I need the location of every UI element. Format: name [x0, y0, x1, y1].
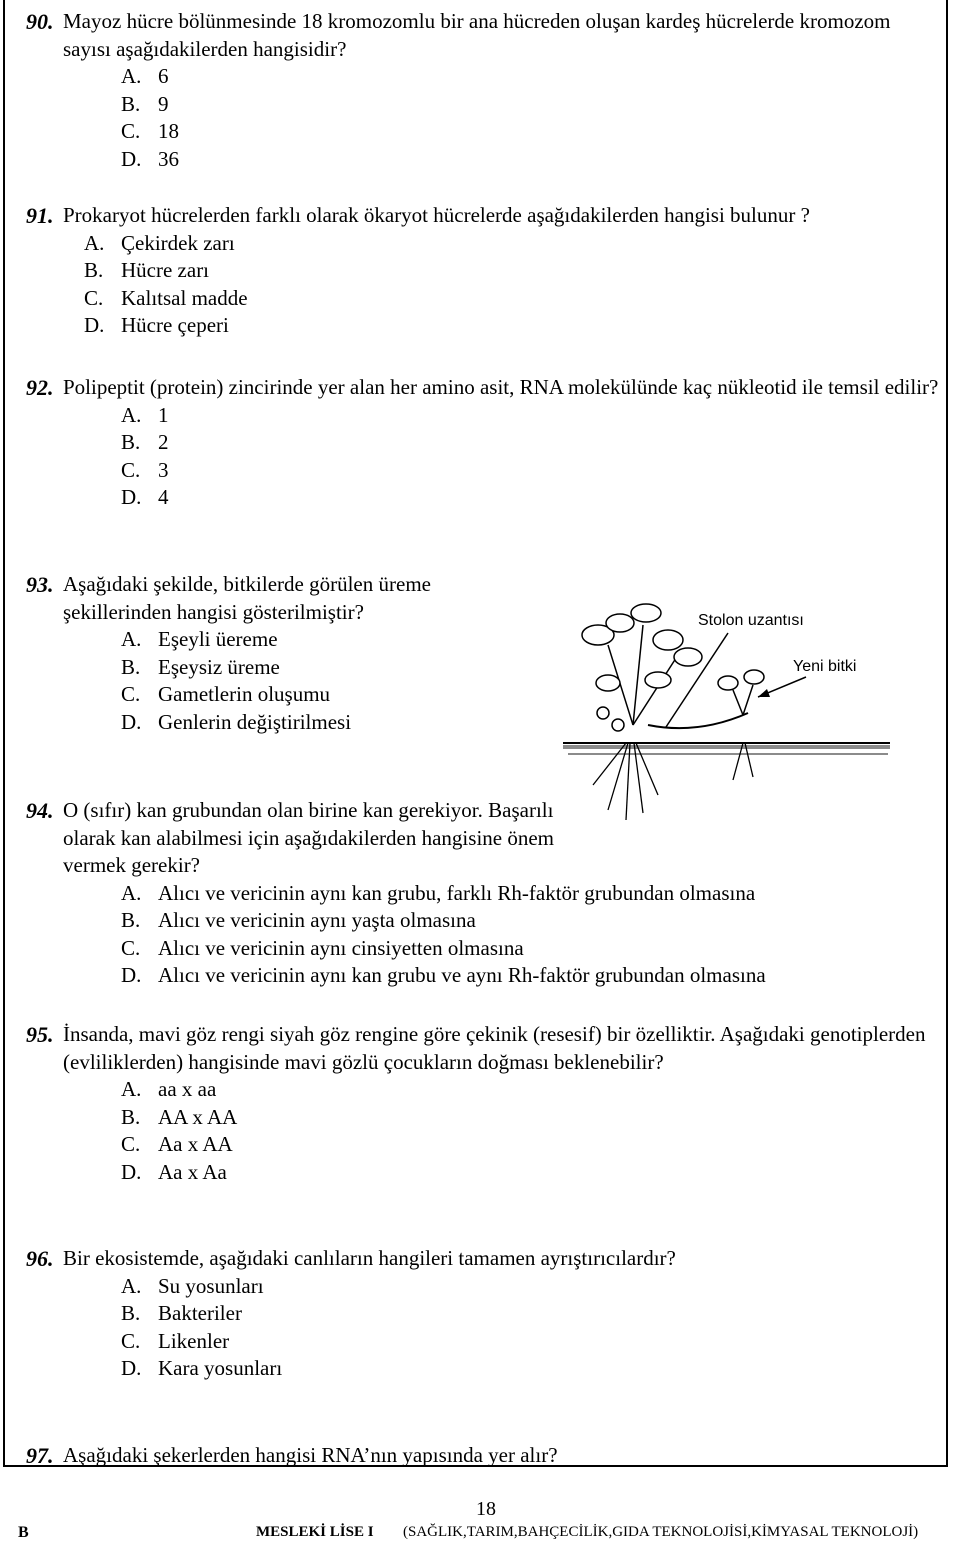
- option-b[interactable]: B. Eşeysiz üreme: [121, 654, 280, 679]
- footer-departments: (SAĞLIK,TARIM,BAHÇECİLİK,GIDA TEKNOLOJİSİ,KİMYASAL TEKNOLOJİ): [403, 1524, 919, 1540]
- stolon-label: Stolon uzantısı: [698, 612, 804, 629]
- option-d[interactable]: D. Genlerin değiştirilmesi: [121, 709, 352, 734]
- option-c[interactable]: C. 3: [121, 457, 169, 482]
- question-number: 93.: [26, 572, 54, 597]
- option-a[interactable]: A. 1: [121, 402, 169, 427]
- option-d[interactable]: D. Alıcı ve vericinin aynı kan grubu ve aynı Rh-faktör grubundan olmasına: [121, 963, 766, 987]
- question-96: [26, 1245, 943, 1383]
- option-c[interactable]: C. Gametlerin oluşumu: [121, 682, 331, 706]
- question-94: [26, 797, 766, 990]
- question-91: [26, 202, 943, 340]
- question-90: [26, 8, 943, 173]
- options-list: [121, 402, 943, 512]
- stolon-plant-figure: [548, 585, 890, 830]
- options-list: [121, 63, 943, 173]
- option-b[interactable]: B. Hücre zarı: [84, 258, 210, 282]
- option-a[interactable]: A. Çekirdek zarı: [84, 230, 235, 255]
- parent-plant: [582, 604, 702, 731]
- option-b[interactable]: B. Alıcı ve vericinin aynı yaşta olmasına: [121, 908, 476, 932]
- footer-course: MESLEKİ LİSE I: [256, 1524, 374, 1540]
- question-number: 90.: [26, 9, 54, 34]
- option-a[interactable]: A. 6: [121, 64, 169, 88]
- question-stem: O (sıfır) kan grubundan olan birine kan gerekiyor. Başarılı olarak kan alabilmesi için aşağıdakilerden hangisine önem vermek gerekir?: [63, 798, 560, 877]
- option-c[interactable]: C. 18: [121, 119, 179, 143]
- options-list: [121, 626, 533, 736]
- option-b[interactable]: B. Bakteriler: [121, 1301, 242, 1325]
- question-number: 96.: [26, 1246, 54, 1271]
- question-stem: Aşağıdaki şekerlerden hangisi RNA’nın yapısında yer alır?: [63, 1443, 558, 1467]
- option-d[interactable]: D. 36: [121, 146, 179, 171]
- footer-left: B: [18, 1524, 29, 1541]
- question-number: 97.: [26, 1443, 54, 1468]
- new-plant-label: Yeni bitki: [793, 658, 857, 675]
- options-list: [121, 880, 766, 990]
- option-a[interactable]: A. Eşeyli üereme: [121, 627, 278, 651]
- option-d[interactable]: D. Aa x Aa: [121, 1159, 227, 1184]
- question-number: 91.: [26, 203, 54, 228]
- question-stem: Bir ekosistemde, aşağıdaki canlıların hangileri tamamen ayrıştırıcılardır?: [63, 1246, 676, 1270]
- option-b[interactable]: B. 9: [121, 91, 169, 116]
- question-stem: İnsanda, mavi göz rengi siyah göz rengine göre çekinik (resesif) bir özelliktir. Aşağıdaki genotiplerden (evliliklerden) hangisinde mavi gözlü çocukların doğması beklenebilir?: [63, 1022, 931, 1074]
- option-d[interactable]: D. 4: [121, 485, 169, 509]
- question-stem: Mayoz hücre bölünmesinde 18 kromozomlu bir ana hücreden oluşan kardeş hücrelerde kromozom sayısı aşağıdakilerden hangisidir?: [63, 9, 896, 61]
- options-list: [121, 1273, 943, 1383]
- option-c[interactable]: C. Kalıtsal madde: [84, 285, 248, 310]
- option-c[interactable]: C. Likenler: [121, 1328, 230, 1353]
- question-stem: Prokaryot hücrelerden farklı olarak ökaryot hücrelerde aşağıdakilerden hangisi bulunur ?: [63, 203, 810, 227]
- page-number: 18: [476, 1498, 496, 1520]
- options-list: [84, 230, 943, 340]
- option-a[interactable]: A. Su yosunları: [121, 1273, 264, 1298]
- option-c[interactable]: C. Alıcı ve vericinin aynı cinsiyetten olmasına: [121, 935, 524, 960]
- question-stem: Aşağıdaki şekilde, bitkilerde görülen üreme şekillerinden hangisi gösterilmiştir?: [63, 572, 437, 624]
- options-list: [121, 1076, 943, 1186]
- question-number: 92.: [26, 375, 54, 400]
- question-95: [26, 1021, 943, 1186]
- question-93: [26, 571, 533, 736]
- question-number: 95.: [26, 1022, 54, 1047]
- option-d[interactable]: D. Kara yosunları: [121, 1356, 283, 1380]
- question-92: [26, 374, 943, 512]
- question-97: [26, 1442, 943, 1470]
- new-plant: [718, 670, 764, 715]
- question-number: 94.: [26, 798, 54, 823]
- option-b[interactable]: B. 2: [121, 430, 169, 454]
- option-a[interactable]: A. aa x aa: [121, 1077, 217, 1101]
- option-a[interactable]: A. Alıcı ve vericinin aynı kan grubu, farklı Rh-faktör grubundan olmasına: [121, 880, 756, 905]
- option-c[interactable]: C. Aa x AA: [121, 1132, 233, 1156]
- question-stem: Polipeptit (protein) zincirinde yer alan her amino asit, RNA molekülünde kaç nükleotid ile temsil edilir?: [63, 375, 939, 399]
- option-b[interactable]: B. AA x AA: [121, 1104, 238, 1129]
- option-d[interactable]: D. Hücre çeperi: [84, 313, 229, 337]
